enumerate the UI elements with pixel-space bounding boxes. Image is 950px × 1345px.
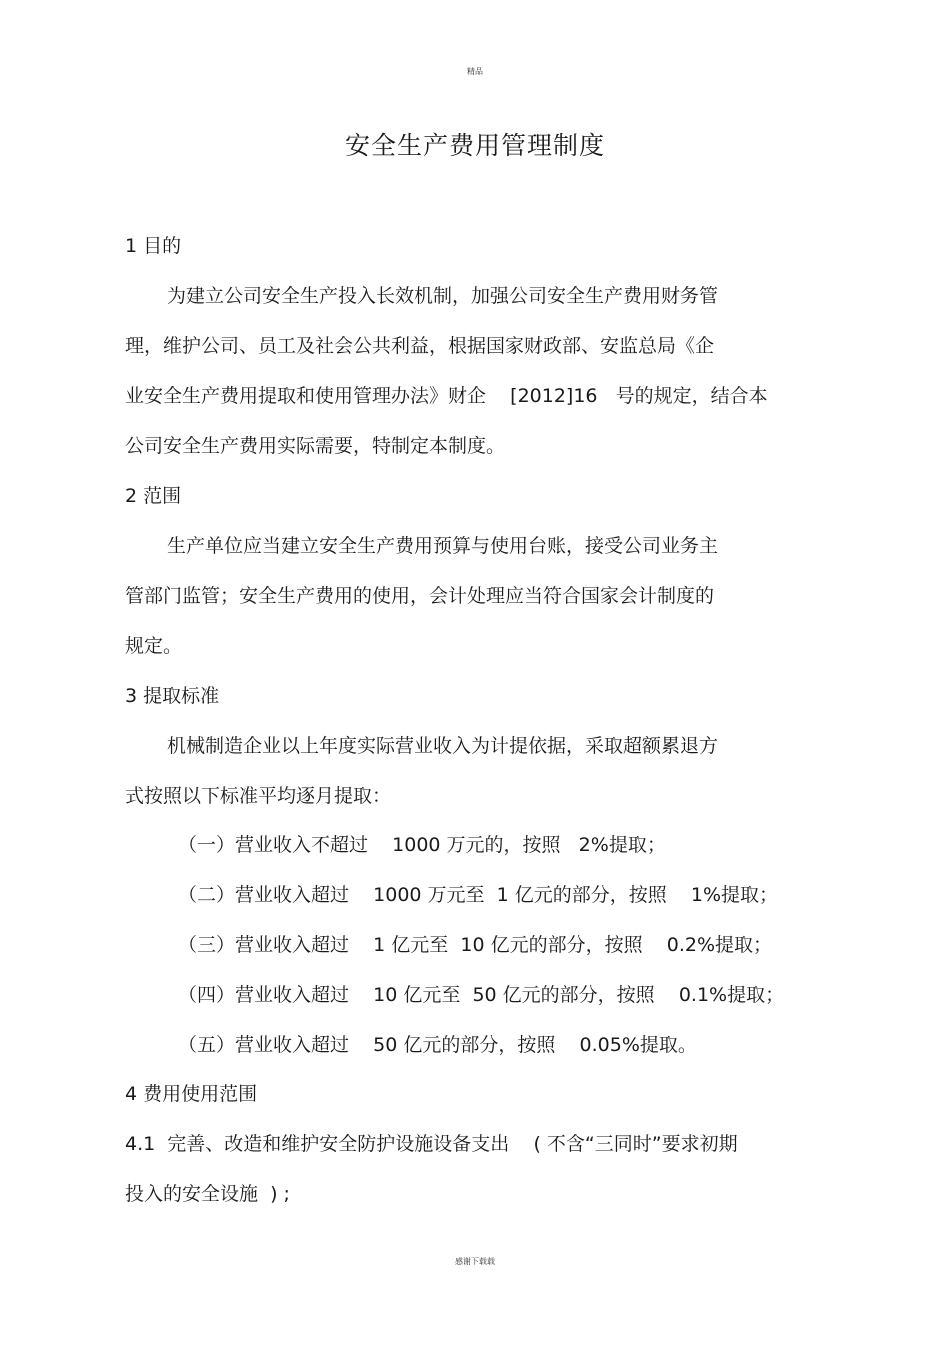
list-item: （五）营业收入超过 50 亿元的部分，按照 0.05%提取。 bbox=[178, 1034, 697, 1056]
section-1-paragraph-line: 公司安全生产费用实际需要，特制定本制度。 bbox=[125, 435, 506, 457]
list-item: （三）营业收入超过 1 亿元至 10 亿元的部分，按照 0.2%提取； bbox=[178, 934, 773, 956]
section-1-paragraph-line: 理，维护公司、员工及社会公共利益，根据国家财政部、安监总局《企 bbox=[125, 335, 715, 357]
section-3-paragraph-line: 式按照以下标准平均逐月提取： bbox=[125, 785, 392, 807]
page-header-mark: 精品 bbox=[467, 67, 483, 76]
section-4-paragraph-line: 4.1 完善、改造和维护安全防护设施设备支出 ( 不含“三同时”要求初期 bbox=[125, 1133, 738, 1155]
list-item: （二）营业收入超过 1000 万元至 1 亿元的部分，按照 1%提取； bbox=[178, 884, 779, 906]
list-item: （四）营业收入超过 10 亿元至 50 亿元的部分，按照 0.1%提取； bbox=[178, 984, 785, 1006]
section-2-heading: 2 范围 bbox=[125, 485, 182, 507]
section-1-heading: 1 目的 bbox=[125, 235, 182, 257]
section-3-paragraph-line: 机械制造企业以上年度实际营业收入为计提依据，采取超额累退方 bbox=[167, 735, 719, 757]
section-3-heading: 3 提取标准 bbox=[125, 685, 220, 707]
page-footer-mark: 感谢下载载 bbox=[455, 1257, 495, 1266]
section-2-paragraph-line: 规定。 bbox=[125, 635, 183, 657]
section-4-heading: 4 费用使用范围 bbox=[125, 1083, 258, 1105]
section-1-paragraph-line: 业安全生产费用提取和使用管理办法》财企 [2012]16 号的规定，结合本 bbox=[125, 385, 768, 407]
list-item: （一）营业收入不超过 1000 万元的，按照 2%提取； bbox=[178, 834, 666, 856]
document-title: 安全生产费用管理制度 bbox=[344, 131, 605, 160]
section-2-paragraph-line: 管部门监管；安全生产费用的使用，会计处理应当符合国家会计制度的 bbox=[125, 585, 715, 607]
section-1-paragraph-line: 为建立公司安全生产投入长效机制，加强公司安全生产费用财务管 bbox=[167, 285, 719, 307]
section-2-paragraph-line: 生产单位应当建立安全生产费用预算与使用台账，接受公司业务主 bbox=[167, 535, 719, 557]
section-4-paragraph-line: 投入的安全设施 ) ; bbox=[125, 1183, 290, 1205]
